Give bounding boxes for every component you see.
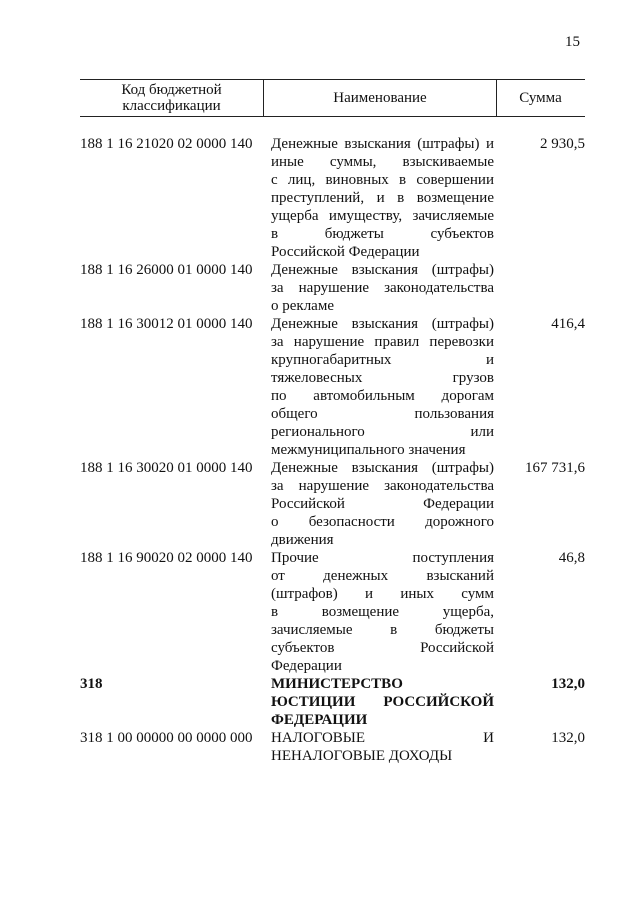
item-name-line: (штрафов) и иных сумм — [271, 586, 494, 602]
item-name-line: ущерба имуществу, зачисляемые — [271, 208, 494, 224]
budget-code: 188 1 16 26000 01 0000 140 — [80, 262, 253, 278]
item-name-line: Федерации — [271, 658, 342, 674]
item-name-line: НАЛОГОВЫЕ И — [271, 730, 494, 746]
item-name-line: регионального или — [271, 424, 494, 440]
table-row — [80, 549, 585, 675]
item-name-line: ФЕДЕРАЦИИ — [271, 712, 368, 728]
item-name-line: преступлений, и в возмещение — [271, 190, 494, 206]
item-name — [271, 549, 494, 675]
budget-code: 188 1 16 30020 01 0000 140 — [80, 460, 253, 476]
item-name-line: Российской Федерации — [271, 244, 420, 260]
amount: 132,0 — [551, 676, 585, 692]
item-name-line: о рекламе — [271, 298, 334, 314]
header-sum: Сумма — [519, 90, 562, 106]
amount: 2 930,5 — [540, 136, 585, 152]
item-name-line: тяжеловесных грузов — [271, 370, 494, 386]
header-code: Код бюджетной классификации — [121, 82, 222, 114]
amount — [494, 261, 585, 315]
item-name-line: от денежных взысканий — [271, 568, 494, 584]
item-name — [271, 315, 494, 459]
budget-code: 188 1 16 30012 01 0000 140 — [80, 316, 253, 332]
table-row — [80, 675, 585, 729]
budget-code: 188 1 16 21020 02 0000 140 — [80, 136, 253, 152]
amount: 132,0 — [551, 730, 585, 746]
item-name-line: Денежные взыскания (штрафы) и — [271, 136, 494, 152]
item-name-line: Денежные взыскания (штрафы) — [271, 460, 494, 476]
budget-code: 188 1 16 90020 02 0000 140 — [80, 550, 253, 566]
table-row — [80, 135, 585, 261]
item-name-line: МИНИСТЕРСТВО — [271, 676, 403, 692]
item-name — [271, 135, 494, 261]
item-name — [271, 729, 494, 765]
item-name-line: межмуниципального значения — [271, 442, 466, 458]
item-name-line: субъектов Российской — [271, 640, 494, 656]
item-name-line: в бюджеты субъектов — [271, 226, 494, 242]
item-name-line: ЮСТИЦИИ РОССИЙСКОЙ — [271, 694, 494, 710]
page-number: 15 — [565, 34, 580, 50]
item-name-line: Российской Федерации — [271, 496, 494, 512]
item-name-line: движения — [271, 532, 334, 548]
table-row — [80, 315, 585, 459]
table-row — [80, 459, 585, 549]
item-name-line: Прочие поступления — [271, 550, 494, 566]
item-name-line: Денежные взыскания (штрафы) — [271, 316, 494, 332]
amount: 46,8 — [558, 550, 585, 566]
item-name — [271, 459, 494, 549]
item-name-line: зачисляемые в бюджеты — [271, 622, 494, 638]
amount: 167 731,6 — [525, 460, 585, 476]
table-header — [80, 79, 585, 117]
item-name-line: в возмещение ущерба, — [271, 604, 494, 620]
table-row — [80, 729, 585, 765]
item-name-line: крупногабаритных и — [271, 352, 494, 368]
item-name-line: Денежные взыскания (штрафы) — [271, 262, 494, 278]
budget-code: 318 1 00 00000 00 0000 000 — [80, 730, 253, 746]
item-name — [271, 675, 494, 729]
table-body — [80, 135, 585, 765]
item-name-line: НЕНАЛОГОВЫЕ ДОХОДЫ — [271, 748, 453, 764]
item-name-line: иные суммы, взыскиваемые — [271, 154, 494, 170]
item-name-line: о безопасности дорожного — [271, 514, 494, 530]
amount: 416,4 — [551, 316, 585, 332]
table-row — [80, 261, 585, 315]
item-name-line: с лиц, виновных в совершении — [271, 172, 494, 188]
item-name-line: за нарушение законодательства — [271, 478, 494, 494]
item-name-line: за нарушение правил перевозки — [271, 334, 494, 350]
budget-code: 318 — [80, 676, 103, 692]
item-name-line: за нарушение законодательства — [271, 280, 494, 296]
item-name-line: по автомобильным дорогам — [271, 388, 494, 404]
item-name — [271, 261, 494, 315]
header-name: Наименование — [263, 80, 497, 116]
item-name-line: общего пользования — [271, 406, 494, 422]
